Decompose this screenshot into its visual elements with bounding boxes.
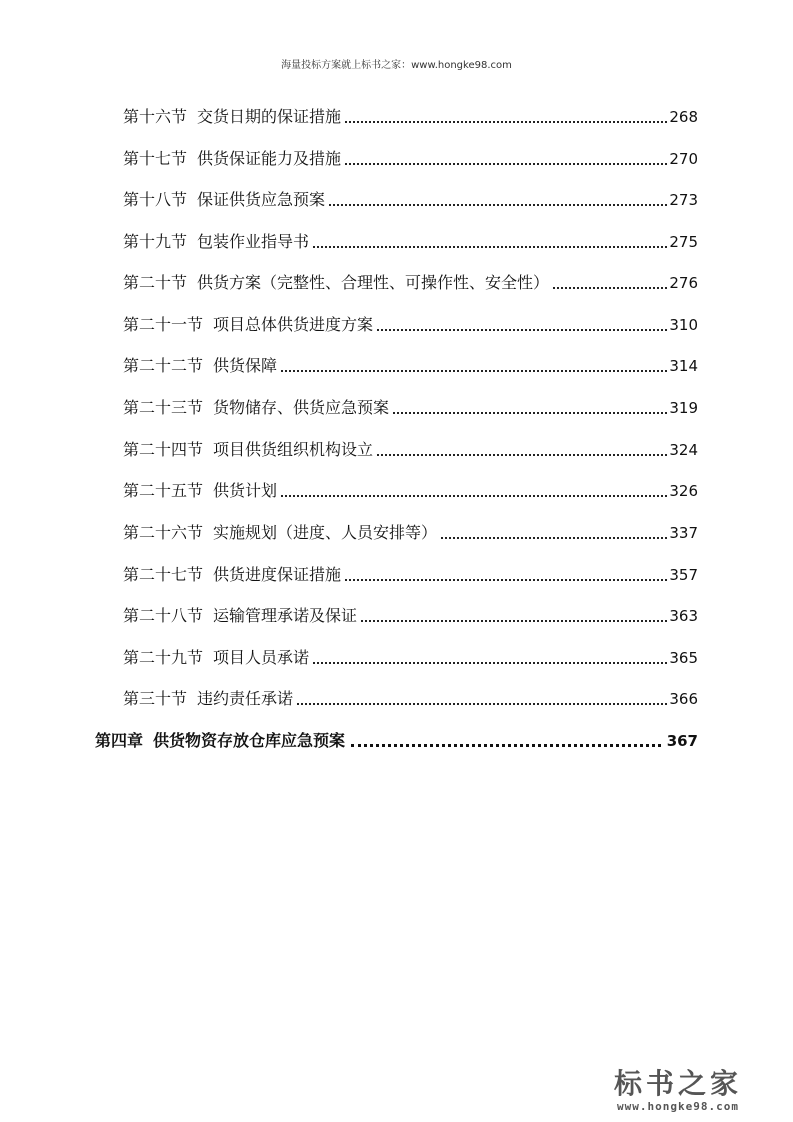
toc-entry-title: 违约责任承诺	[197, 689, 294, 708]
toc-leader-dots	[351, 743, 661, 747]
toc-entry[interactable]	[123, 519, 698, 543]
toc-entry-number: 第二十七节	[123, 565, 204, 584]
toc-entry-number: 第十七节	[123, 149, 188, 168]
toc-leader-dots	[345, 120, 667, 123]
toc-entry-page: 363	[669, 607, 698, 625]
toc-leader-dots	[361, 619, 667, 622]
toc-entry-number: 第十六节	[123, 107, 188, 126]
toc-entry-title: 项目总体供货进度方案	[213, 315, 374, 334]
toc-entry-number: 第二十一节	[123, 315, 204, 334]
toc-leader-dots	[377, 453, 667, 456]
toc-entry[interactable]	[123, 145, 698, 169]
toc-entry-title: 项目供货组织机构设立	[213, 440, 374, 459]
toc-entry-title: 供货方案（完整性、合理性、可操作性、安全性）	[197, 273, 550, 292]
toc-entry-page: 310	[669, 316, 698, 334]
toc-leader-dots	[329, 203, 667, 206]
toc-entry-page: 324	[669, 441, 698, 459]
toc-entry[interactable]	[123, 186, 698, 210]
toc-entry[interactable]	[123, 561, 698, 585]
toc-leader-dots	[553, 286, 667, 289]
toc-entry-title: 项目人员承诺	[213, 648, 310, 667]
toc-entry-page: 273	[669, 191, 698, 209]
toc-entry-page: 270	[669, 150, 698, 168]
toc-chapter-title: 供货物资存放仓库应急预案	[153, 731, 346, 750]
toc-entry-title: 供货保障	[213, 356, 278, 375]
page-header: 海量投标方案就上标书之家：www.hongke98.com	[281, 60, 512, 71]
toc-entry-number: 第二十八节	[123, 606, 204, 625]
toc-entry[interactable]	[123, 436, 698, 460]
toc-entry-page: 337	[669, 524, 698, 542]
toc-entry-page: 357	[669, 566, 698, 584]
toc-entry-title: 供货进度保证措施	[213, 565, 342, 584]
toc-entry-page: 276	[669, 274, 698, 292]
logo-url: www.hongke98.com	[617, 1100, 739, 1113]
toc-entry[interactable]	[123, 269, 698, 293]
toc-entry-number: 第二十五节	[123, 481, 204, 500]
toc-entry[interactable]	[123, 477, 698, 501]
toc-leader-dots	[297, 702, 667, 705]
toc-entry[interactable]	[123, 685, 698, 709]
toc-entry-title: 交货日期的保证措施	[197, 107, 342, 126]
toc-entry[interactable]	[123, 352, 698, 376]
toc-leader-dots	[313, 661, 667, 664]
toc-entry-number: 第二十四节	[123, 440, 204, 459]
toc-leader-dots	[345, 162, 667, 165]
toc-entry-number: 第二十九节	[123, 648, 204, 667]
toc-entry-title: 保证供货应急预案	[197, 190, 326, 209]
toc-entry-title: 供货保证能力及措施	[197, 149, 342, 168]
toc-leader-dots	[281, 369, 667, 372]
toc-entry-page: 326	[669, 482, 698, 500]
toc-chapter-entry[interactable]	[95, 727, 698, 751]
toc-entry-page: 314	[669, 357, 698, 375]
toc-entry-page: 268	[669, 108, 698, 126]
toc-leader-dots	[345, 578, 667, 581]
toc-entry-number: 第二十节	[123, 273, 188, 292]
toc-entry-title: 实施规划（进度、人员安排等）	[213, 523, 438, 542]
toc-entry-page: 319	[669, 399, 698, 417]
toc-entry-page: 275	[669, 233, 698, 251]
toc-entry[interactable]	[123, 394, 698, 418]
toc-entry[interactable]	[123, 311, 698, 335]
toc-entry-title: 运输管理承诺及保证	[213, 606, 358, 625]
toc-leader-dots	[281, 494, 667, 497]
toc-entry-page: 366	[669, 690, 698, 708]
toc-leader-dots	[377, 328, 667, 331]
toc-entry-number: 第二十二节	[123, 356, 204, 375]
toc-entry-number: 第三十节	[123, 689, 188, 708]
toc-entry[interactable]	[123, 602, 698, 626]
toc-chapter-page: 367	[666, 732, 698, 750]
toc-entry-number: 第二十六节	[123, 523, 204, 542]
toc-leader-dots	[313, 245, 667, 248]
toc-chapter-number: 第四章	[95, 731, 144, 750]
toc-entry-page: 365	[669, 649, 698, 667]
toc-entry-number: 第十九节	[123, 232, 188, 251]
toc-leader-dots	[441, 536, 667, 539]
toc-entry[interactable]	[123, 644, 698, 668]
logo-text: 标书之家	[613, 1067, 742, 1100]
toc-entry-number: 第十八节	[123, 190, 188, 209]
toc-entry[interactable]	[123, 228, 698, 252]
toc-entry-title: 供货计划	[213, 481, 278, 500]
toc-entry-title: 包装作业指导书	[197, 232, 310, 251]
site-logo	[593, 1068, 763, 1113]
toc-entry[interactable]	[123, 103, 698, 127]
toc-entry-title: 货物储存、供货应急预案	[213, 398, 390, 417]
toc-entry-number: 第二十三节	[123, 398, 204, 417]
toc-leader-dots	[393, 411, 667, 414]
